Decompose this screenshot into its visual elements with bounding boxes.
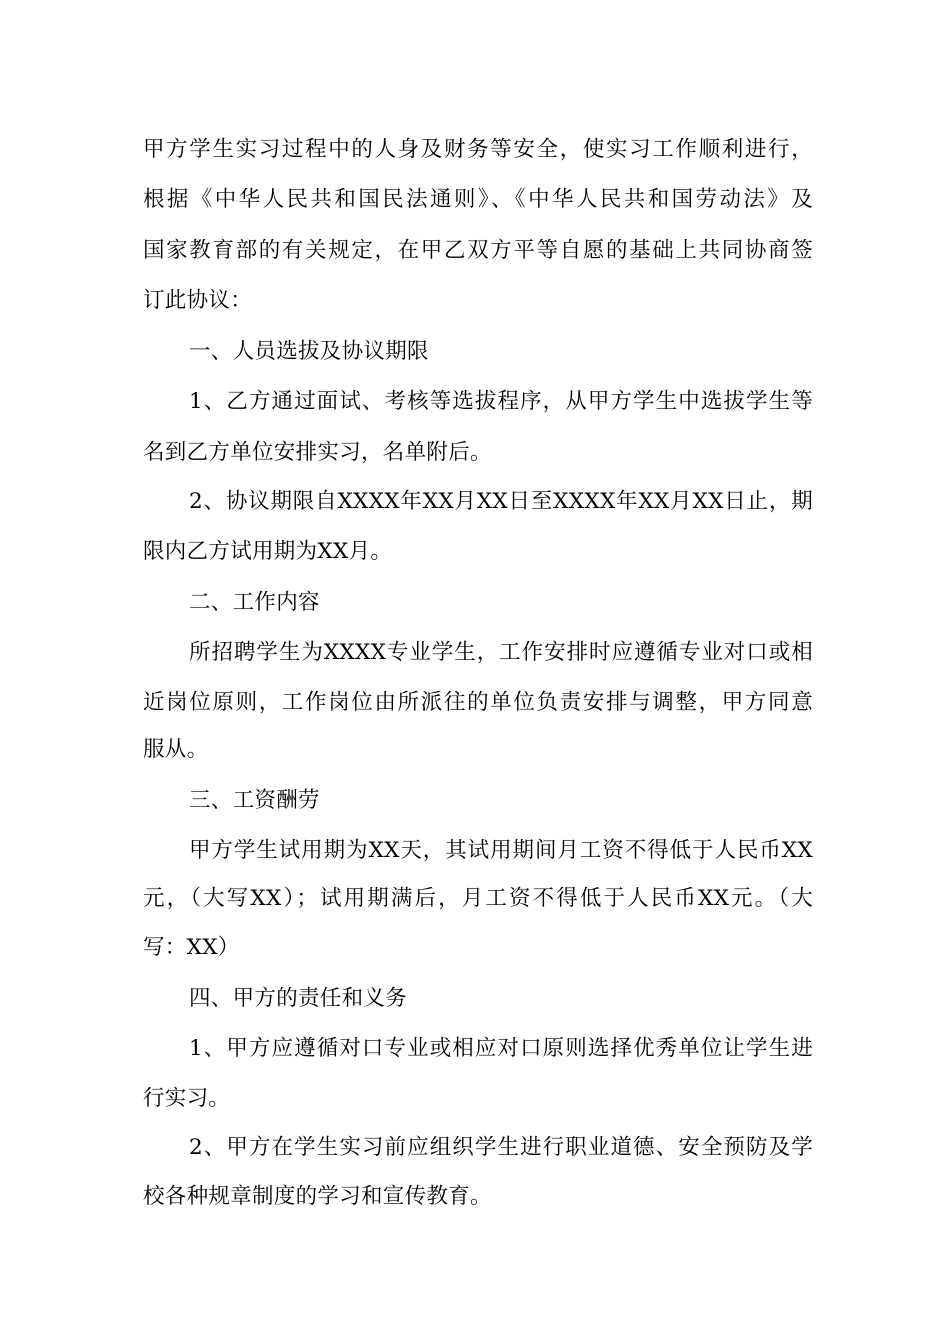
section-heading: 一、人员选拔及协议期限 bbox=[189, 339, 429, 364]
paragraph-line: 1、甲方应遵循对口专业或相应对口原则选择优秀单位让学生进 bbox=[189, 1036, 813, 1061]
section-heading: 三、工资酬劳 bbox=[189, 788, 320, 813]
paragraph-line: 元，（大写XX）；试用期满后，月工资不得低于人民币XX元。（大 bbox=[143, 886, 813, 911]
paragraph-line: 限内乙方试用期为XX月。 bbox=[143, 539, 393, 564]
paragraph-line: 名到乙方单位安排实习，名单附后。 bbox=[143, 440, 492, 465]
paragraph-line: 写：XX） bbox=[143, 935, 240, 960]
paragraph-line: 甲方学生试用期为XX天，其试用期间月工资不得低于人民币XX bbox=[189, 838, 813, 863]
section-heading: 四、甲方的责任和义务 bbox=[189, 986, 408, 1011]
paragraph-line: 订此协议： bbox=[143, 288, 253, 313]
paragraph-line: 国家教育部的有关规定，在甲乙双方平等自愿的基础上共同协商签 bbox=[143, 238, 813, 263]
paragraph-line: 校各种规章制度的学习和宣传教育。 bbox=[143, 1184, 492, 1209]
section-heading: 二、工作内容 bbox=[189, 590, 320, 615]
paragraph-line: 根据《中华人民共和国民法通则》、《中华人民共和国劳动法》及 bbox=[143, 187, 813, 212]
paragraph-line: 甲方学生实习过程中的人身及财务等安全，使实习工作顺利进行， bbox=[143, 137, 813, 162]
paragraph-line: 近岗位原则，工作岗位由所派往的单位负责安排与调整，甲方同意 bbox=[143, 690, 813, 715]
paragraph-line: 所招聘学生为XXXX专业学生，工作安排时应遵循专业对口或相 bbox=[189, 640, 813, 665]
paragraph-line: 行实习。 bbox=[143, 1086, 231, 1111]
paragraph-line: 服从。 bbox=[143, 737, 209, 762]
paragraph-line: 2、协议期限自XXXX年XX月XX日至XXXX年XX月XX日止，期 bbox=[189, 489, 813, 514]
paragraph-line: 1、乙方通过面试、考核等选拔程序，从甲方学生中选拔学生等 bbox=[189, 389, 813, 414]
paragraph-line: 2、甲方在学生实习前应组织学生进行职业道德、安全预防及学 bbox=[189, 1135, 813, 1160]
